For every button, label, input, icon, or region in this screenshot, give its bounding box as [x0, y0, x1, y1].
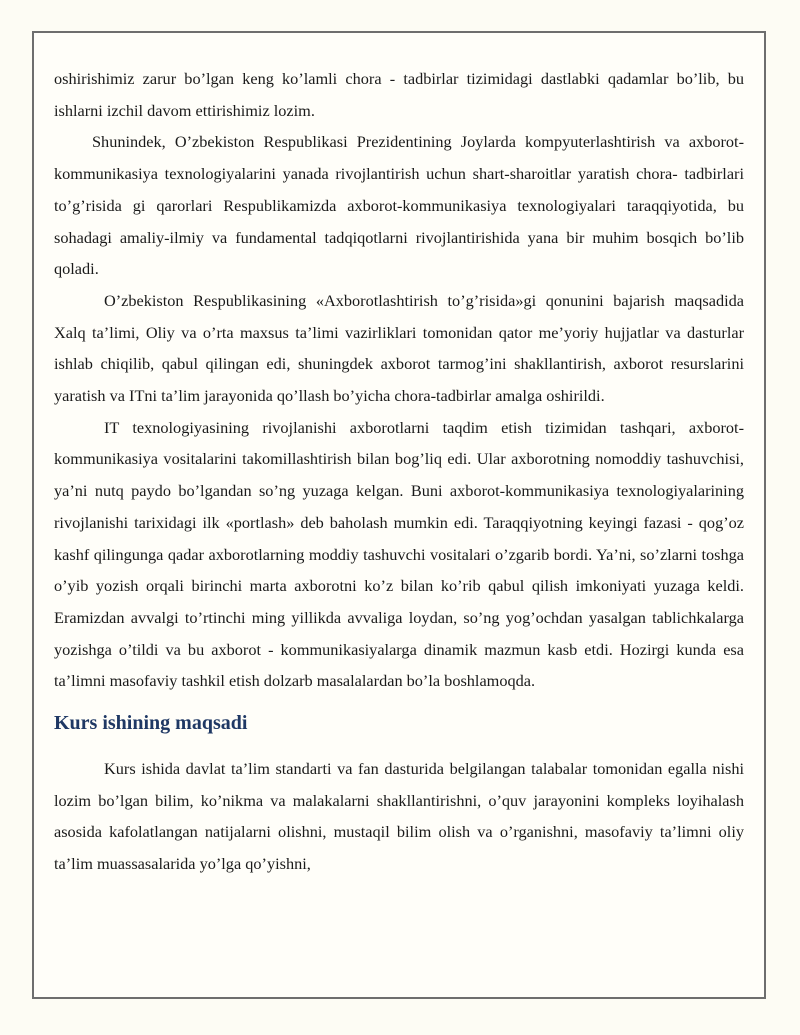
document-body	[54, 63, 744, 880]
paragraph-presidential-decree: Shunindek, O’zbekiston Respublikasi Prezidentining Joylarda kompyuterlashtirish va axborot-kommunikasiya texnologiyalarini yanada rivojlantirish uchun shart-sharoitlar yaratish chora- tadbirlari to’g’risida gi qarorlari Respublikamizda axborot-kommunikasiya texnologiyalari taraqqiyotida, bu sohadagi amaliy-ilmiy va fundamental tadqiqotlarni rivojlantirishida yana bir muhim bosqich bo’lib qoladi.	[54, 132, 744, 279]
paragraph-continuation: oshirishimiz zarur bo’lgan keng ko’lamli chora - tadbirlar tizimidagi dastlabki qadamlar bo’lib, bu ishlarni izchil davom ettirishimiz lozim.	[54, 69, 744, 120]
paragraph-informatization-law: O’zbekiston Respublikasining «Axborotlashtirish to’g’risida»gi qonunini bajarish maqsadida Xalq ta’limi, Oliy va o’rta maxsus ta’limi vazirliklari tomonidan qator me’yoriy hujjatlar va dasturlar ishlab chiqilib, qabul qilingan edi, shuningdek axborot tarmog’ini shakllantirish, axborot resurslarini yaratish va ITni ta’lim jarayonida qo’llash bo’yicha chora-tadbirlar amalga oshirildi.	[54, 290, 744, 406]
paragraph-course-goal: Kurs ishida davlat ta’lim standarti va fan dasturida belgilangan talabalar tomonidan egalla nishi lozim bo’lgan bilim, ko’nikma va malakalarni shakllantirishni, o’quv jarayonini kompleks loyihalash asosida kafolatlangan natijalarni olishni, mustaqil bilim olish va o’rganishni, masofaviy ta’limni oliy ta’lim muassasalarida yo’lga qo’yishni,	[54, 759, 744, 874]
paragraph-it-history: IT texnologiyasining rivojlanishi axborotlarni taqdim etish tizimidan tashqari, axborot-kommunikasiya vositalarini takomillashtirish bilan bog’liq edi. Ular axborotning nomoddiy tashuvchisi, ya’ni nutq paydo bo’lgandan so’ng yuzaga kelgan. Buni axborot-kommunikasiya texnologiyalarining rivojlanishi tarixidagi ilk «portlash» deb baholash mumkin edi. Taraqqiyotning keyingi fazasi - qog’oz kashf qilingunga qadar axborotlarning moddiy tashuvchi vositalari o’zgarib bordi. Ya’ni, so’zlarni toshga o’yib yozish orqali birinchi marta axborotni ko’z bilan ko’rib qabul qilish imkoniyati yuzaga keldi. Eramizdan avvalgi to’rtinchi ming yillikda avvaliga loydan, so’ng yog’ochdan yasalgan tablichkalarga yozishga o’tildi va bu axborot - kommunikasiyalarga dinamik mazmun kasb etdi. Hozirgi kunda esa ta’limni masofaviy tashkil etish dolzarb masalalardan bo’la boshlamoqda.	[54, 417, 744, 691]
section-heading: Kurs ishining maqsadi	[54, 712, 248, 735]
document-page	[32, 31, 766, 999]
